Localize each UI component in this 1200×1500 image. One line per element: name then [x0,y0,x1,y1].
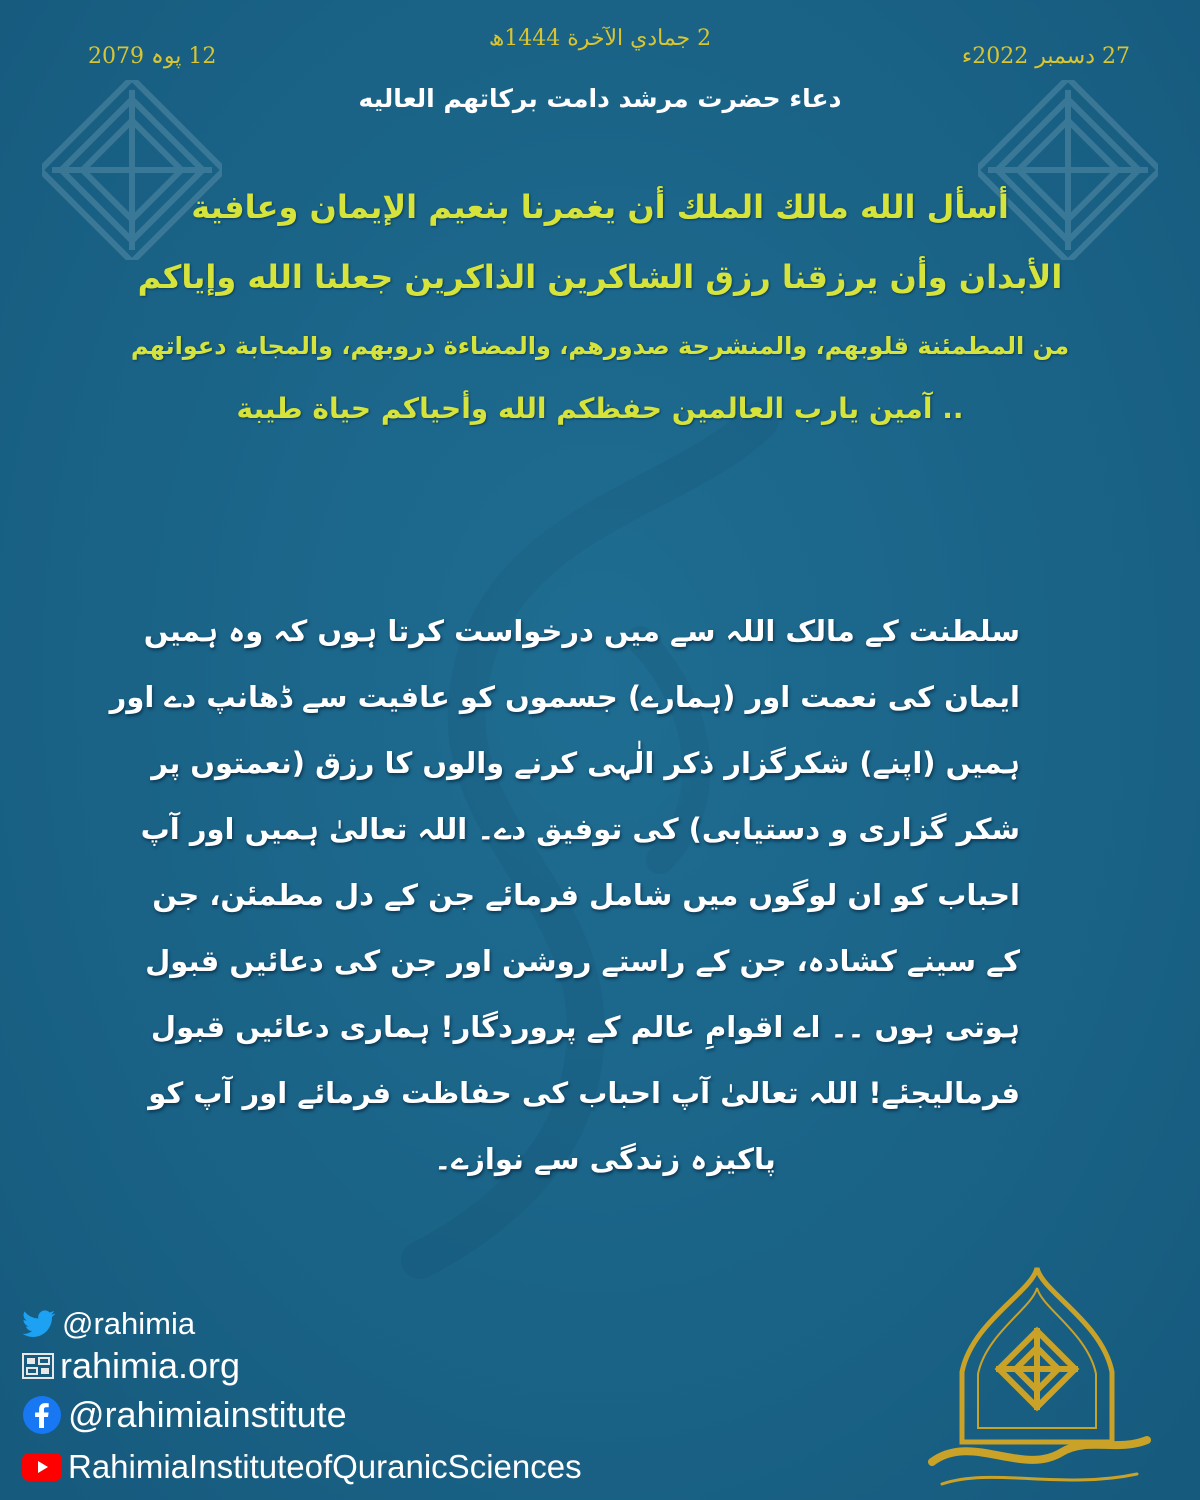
page-title: دعاء حضرت مرشد دامت برکاتهم العاليه [358,84,842,113]
arabic-dua-line-4: .. آمين يارب العالمين حفظكم الله وأحياكم حياة طيبة [236,392,964,425]
twitter-icon [22,1310,56,1338]
rahimia-institute-logo [912,1262,1162,1492]
bikrami-date: 12 پوہ 2079 [88,44,217,69]
facebook-icon [22,1395,62,1435]
youtube-link[interactable] [22,1448,582,1486]
facebook-handle: @rahimiainstitute [68,1394,347,1435]
gregorian-date: 27 دسمبر 2022ء [961,44,1130,69]
twitter-link[interactable] [22,1306,195,1342]
urdu-line: پاکیزہ زندگی سے نوازے۔ [434,1142,776,1176]
hijri-date: 2 جمادي الآخرة 1444ھ [488,26,712,51]
urdu-line: شکر گزاری و دستیابی) کی توفیق دے۔ اللہ تعالیٰ ہمیں اور آپ [140,812,1020,846]
urdu-line: ایمان کی نعمت اور (ہمارے) جسموں کو عافیت سے ڈھانپ دے اور [109,680,1020,714]
arabic-dua-line-3: من المطمئنة قلوبهم، والمنشرحة صدورهم، والمضاءة دروبهم، والمجابة دعواتهم [130,332,1070,360]
twitter-handle: @rahimia [62,1306,196,1341]
urdu-line: فرمالیجئے! اللہ تعالیٰ آپ احباب کی حفاظت فرمائے اور آپ کو [148,1076,1020,1110]
youtube-icon [22,1453,62,1481]
youtube-channel: RahimiaInstituteofQuranicSciences [68,1448,582,1485]
urdu-line: ہمیں (اپنے) شکرگزار ذکر الٰہی کرنے والوں کا رزق (نعمتوں پر [151,746,1020,780]
urdu-line: ہوتی ہوں ۔۔ اے اقوامِ عالم کے پروردگار! ہماری دعائیں قبول [150,1010,1020,1044]
facebook-link[interactable] [22,1394,347,1436]
urdu-line: احباب کو ان لوگوں میں شامل فرمائے جن کے دل مطمئن، جن [152,878,1020,912]
arabic-dua-line-1: أسأل الله مالك الملك أن يغمرنا بنعيم الإيمان وعافية [191,188,1009,226]
urdu-line: کے سینے کشادہ، جن کے راستے روشن اور جن کی دعائیں قبول [145,944,1020,978]
arabic-dua-line-2: الأبدان وأن يرزقنا رزق الشاكرين الذاكرين جعلنا الله وإياكم [137,258,1063,296]
urdu-translation [109,598,1020,1192]
website-url: rahimia.org [60,1345,241,1386]
urdu-line: سلطنت کے مالک اللہ سے میں درخواست کرتا ہوں کہ وہ ہمیں [143,614,1020,648]
web-icon [22,1353,54,1379]
website-link[interactable] [22,1345,240,1387]
